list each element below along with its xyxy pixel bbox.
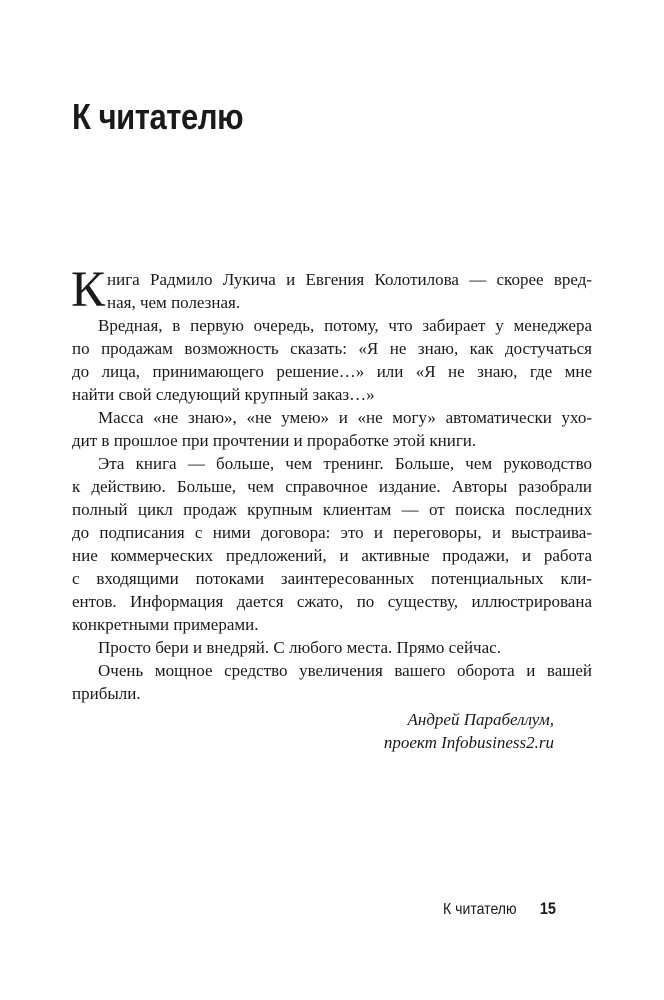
text-line: по продажам возможность сказать: «Я не знаю, как достучаться xyxy=(72,339,592,358)
page-number: 15 xyxy=(539,899,556,918)
text-line: полный цикл продаж крупным клиентам — от поиска последних xyxy=(72,500,592,519)
text-line: ентов. Информация дается сжато, по существу, иллюстрирована xyxy=(72,592,592,611)
text-line: Вредная, в первую очередь, потому, что забирает у менеджера xyxy=(98,316,592,335)
running-title: К читателю xyxy=(443,901,518,918)
text-line: Эта книга — больше, чем тренинг. Больше, чем руководство xyxy=(98,454,592,473)
signature-name: Андрей Парабеллум, xyxy=(407,710,554,729)
signature-project: проект Infobusiness2.ru xyxy=(383,733,554,752)
text-line: нига Радмило Лукича и Евгения Колотилова — скорее вред- xyxy=(107,270,592,289)
text-line: ная, чем полезная. xyxy=(107,293,241,312)
text-line: до подписания с ними договора: это и переговоры, и выстраива- xyxy=(72,523,592,542)
chapter-title: К читателю xyxy=(72,96,244,137)
text-line: с входящими потоками заинтересованных потенциальных кли- xyxy=(72,569,592,588)
text-line: дит в прошлое при прочтении и проработке этой книги. xyxy=(72,431,477,450)
page-footer xyxy=(0,899,556,919)
text-line: Очень мощное средство увеличения вашего оборота и вашей xyxy=(98,661,592,680)
text-line: ние коммерческих предложений, и активные продажи, и работа xyxy=(72,546,592,565)
text-line: к действию. Больше, чем справочное издание. Авторы разобрали xyxy=(72,477,592,496)
chapter-body xyxy=(71,262,592,754)
text-line: до лица, принимающего решение…» или «Я не знаю, где мне xyxy=(72,362,592,381)
drop-cap: К xyxy=(71,262,106,318)
text-line: конкретными примерами. xyxy=(72,615,259,634)
text-line: прибыли. xyxy=(72,684,141,703)
text-line: Масса «не знаю», «не умею» и «не могу» автоматически ухо- xyxy=(98,408,592,427)
text-line: найти свой следующий крупный заказ…» xyxy=(72,385,375,404)
text-line: Просто бери и внедряй. С любого места. Прямо сейчас. xyxy=(98,638,501,657)
